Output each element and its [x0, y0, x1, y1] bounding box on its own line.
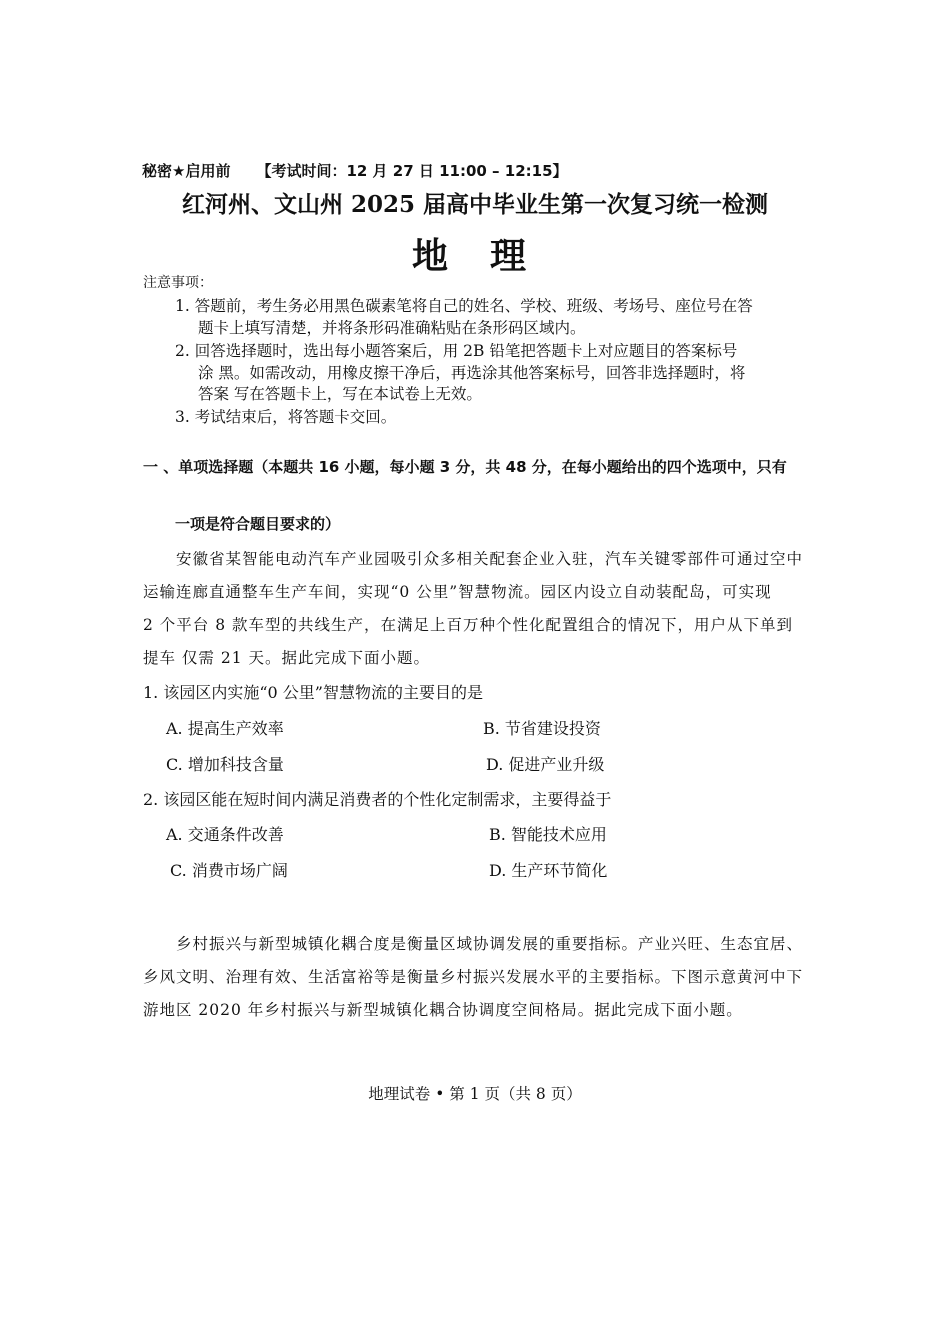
notice-item-1: 1. 答题前，考生务必用黑色碳素笔将自己的姓名、学校、班级、考场号、座位号在答	[175, 297, 753, 315]
section-heading-cont: 一项是符合题目要求的）	[175, 515, 341, 533]
question-1-option-c: C. 增加科技含量	[166, 755, 284, 774]
question-2-option-d: D. 生产环节简化	[489, 861, 608, 880]
notice-item-3: 3. 考试结束后，将答题卡交回。	[175, 408, 397, 426]
exam-time: 【考试时间：12 月 27 日 11:00 – 12:15】	[256, 162, 568, 180]
notice-item-2-cont: 涂 黑。如需改动，用橡皮擦干净后，再选涂其他答案标号，回答非选择题时，将	[198, 364, 746, 382]
passage-1-line-2: 运输连廊直通整车生产车间，实现“0 公里”智慧物流。园区内设立自动装配岛，可实现	[143, 583, 772, 601]
passage-1-line-1: 安徽省某智能电动汽车产业园吸引众多相关配套企业入驻，汽车关键零部件可通过空中	[176, 550, 804, 568]
question-2-stem: 2. 该园区能在短时间内满足消费者的个性化定制需求，主要得益于	[143, 790, 612, 809]
notice-item-1-cont: 题卡上填写清楚，并将条形码准确粘贴在条形码区域内。	[198, 319, 586, 337]
question-1-option-a: A. 提高生产效率	[166, 719, 284, 738]
exam-header-line	[142, 160, 568, 181]
exam-title: 红河州、文山州 2025 届高中毕业生第一次复习统一检测	[181, 191, 769, 218]
question-2-option-b: B. 智能技术应用	[489, 825, 607, 844]
question-2-option-a: A. 交通条件改善	[166, 825, 284, 844]
question-1-option-d: D. 促进产业升级	[486, 755, 605, 774]
question-1-stem: 1. 该园区内实施“0 公里”智慧物流的主要目的是	[143, 683, 483, 702]
section-heading: 一 、单项选择题（本题共 16 小题，每小题 3 分，共 48 分，在每小题给出的四个选项中，只有	[143, 458, 787, 476]
page-footer: 地理试卷 • 第 1 页（共 8 页）	[368, 1085, 582, 1103]
notice-item-2: 2. 回答选择题时，选出每小题答案后，用 2B 铅笔把答题卡上对应题目的答案标号	[175, 342, 738, 360]
question-1-option-b: B. 节省建设投资	[483, 719, 601, 738]
question-2-option-c: C. 消费市场广阔	[170, 861, 288, 880]
passage-2-line-2: 乡风文明、治理有效、生活富裕等是衡量乡村振兴发展水平的主要指标。下图示意黄河中下	[143, 968, 804, 986]
confidential-label: 秘密★启用前	[142, 162, 231, 180]
subject-title: 地理	[411, 235, 568, 277]
notice-heading: 注意事项：	[143, 275, 213, 291]
passage-2-line-3: 游地区 2020 年乡村振兴与新型城镇化耦合协调度空间格局。据此完成下面小题。	[143, 1001, 743, 1019]
passage-1-line-4: 提车 仅需 21 天。据此完成下面小题。	[143, 649, 431, 667]
passage-2-line-1: 乡村振兴与新型城镇化耦合度是衡量区域协调发展的重要指标。产业兴旺、生态宜居、	[176, 935, 804, 953]
passage-1-line-3: 2 个平台 8 款车型的共线生产，在满足上百万种个性化配置组合的情况下，用户从下单到	[143, 616, 794, 634]
notice-item-2-cont2: 答案 写在答题卡上，写在本试卷上无效。	[198, 385, 482, 403]
